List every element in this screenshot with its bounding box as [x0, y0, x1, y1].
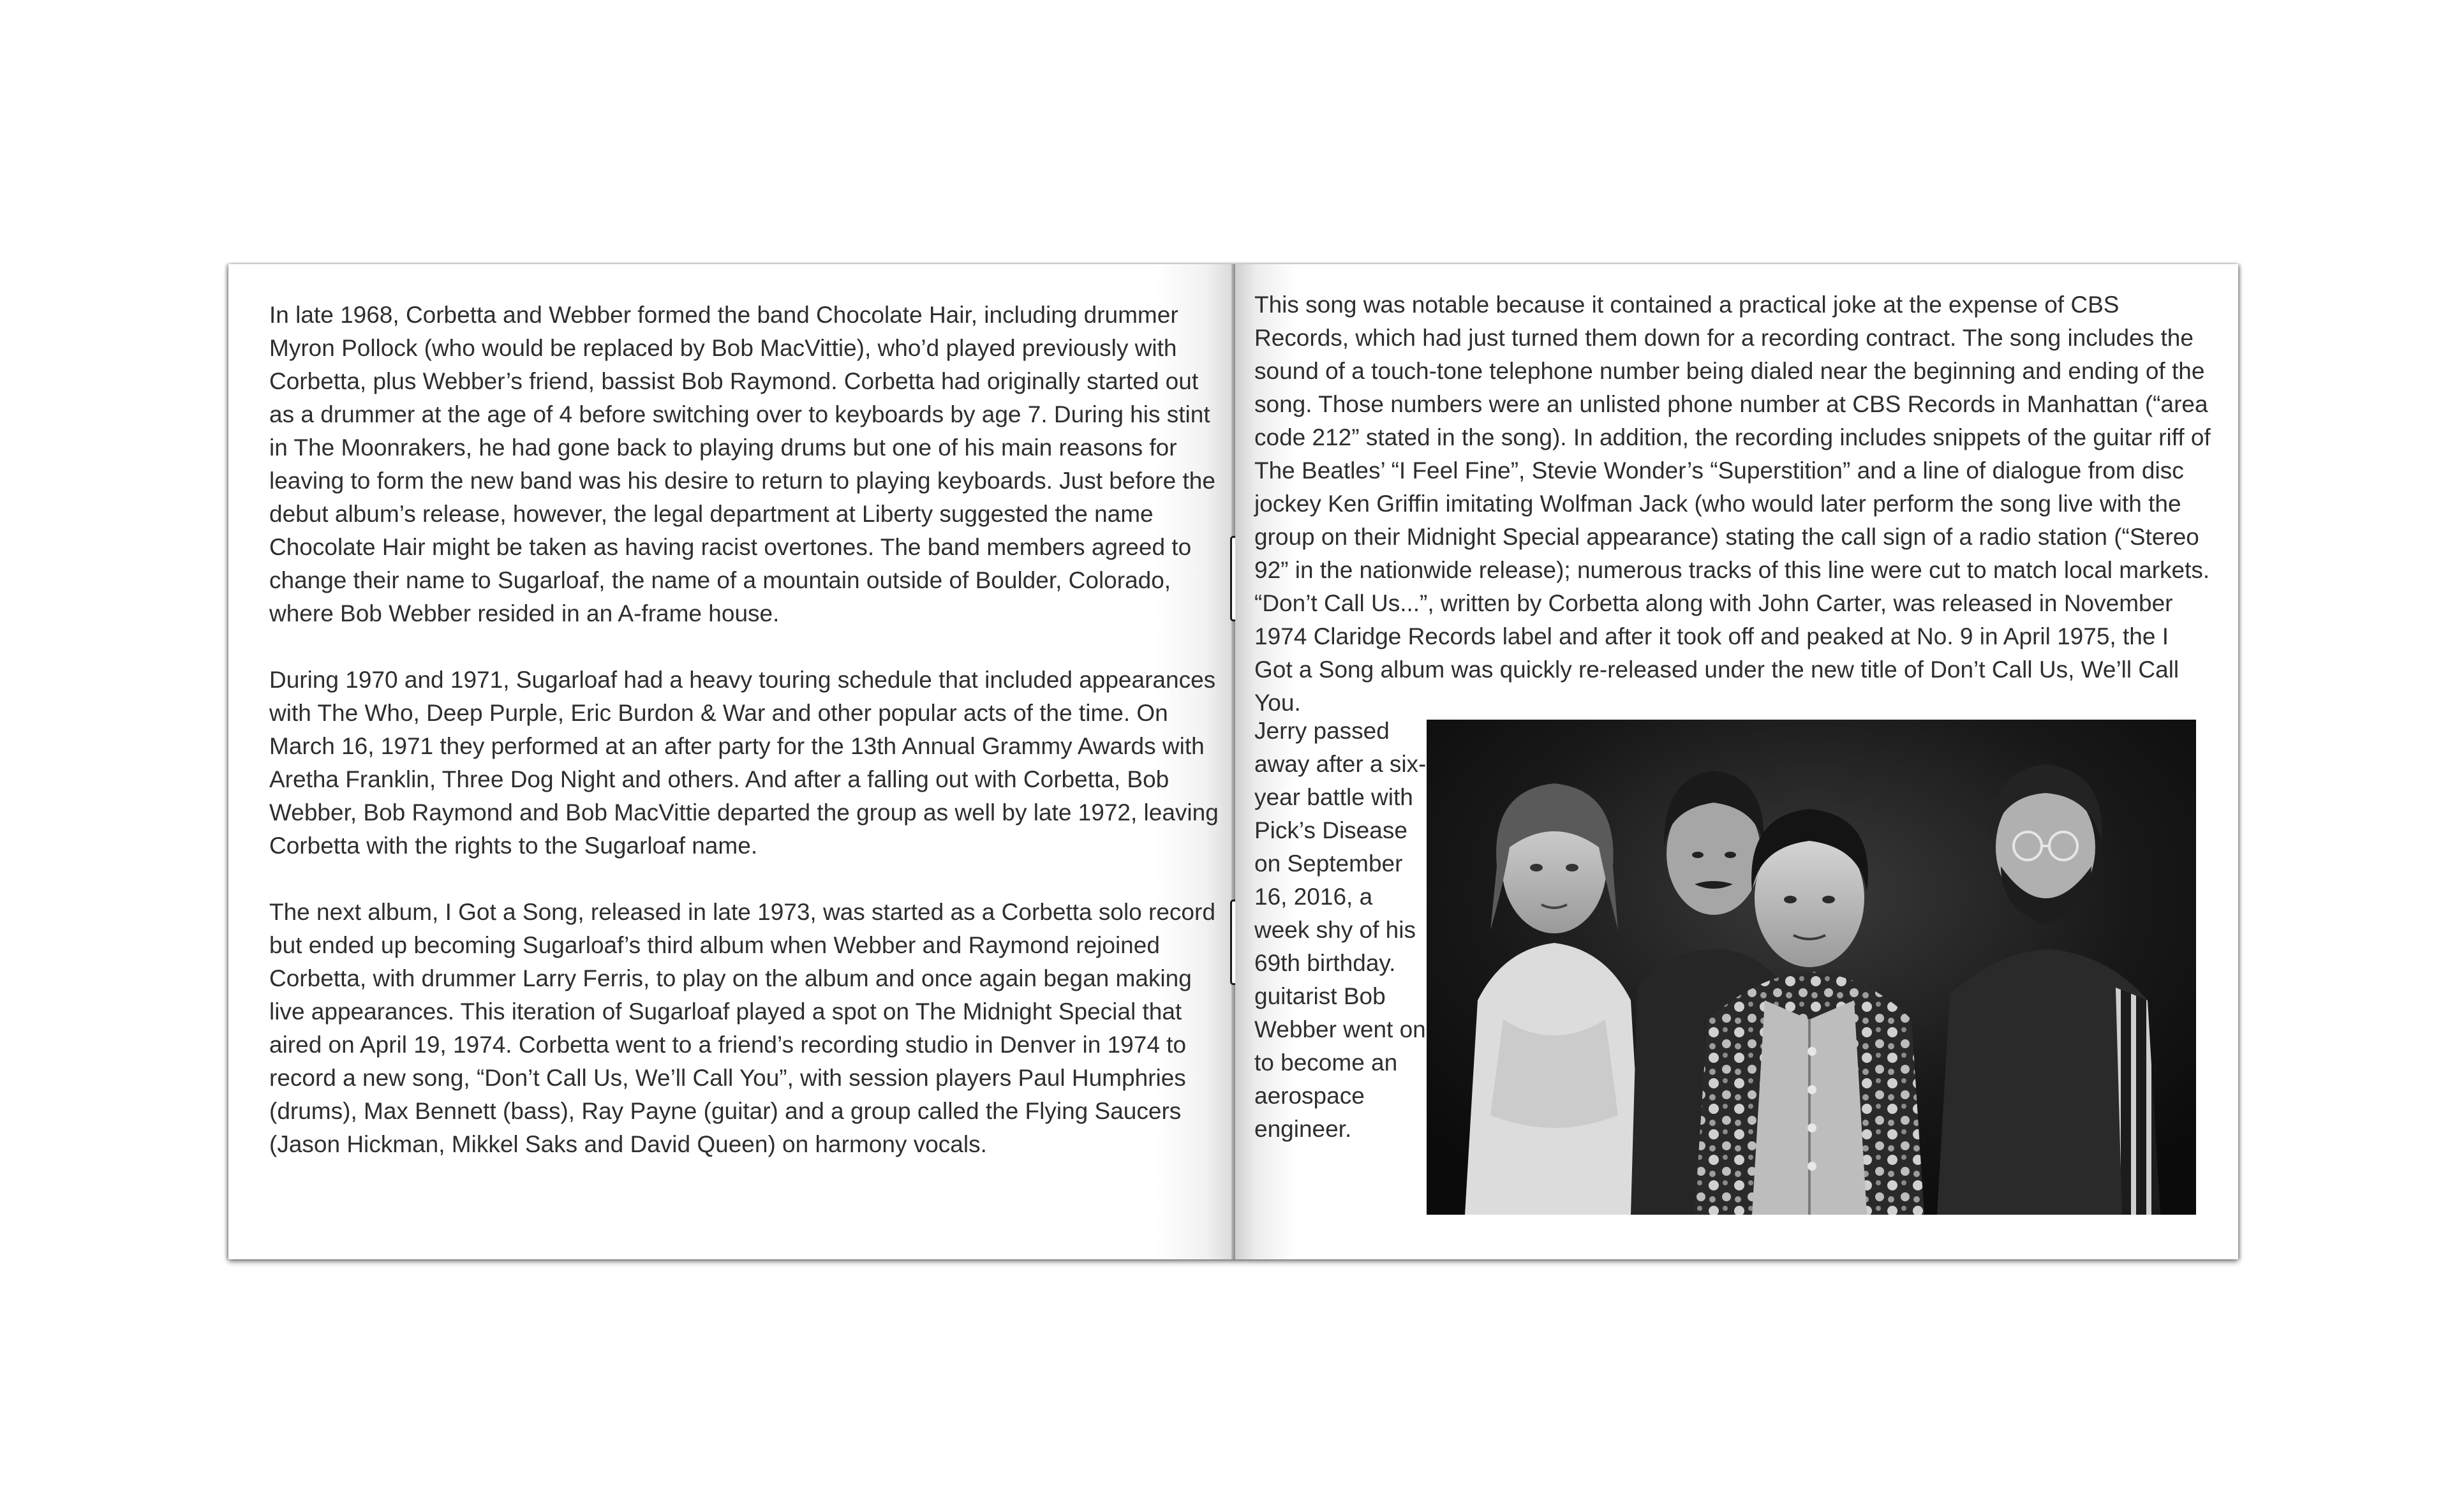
right-page [1235, 264, 2238, 1259]
paragraph-i-got-a-song: The next album, I Got a Song, released in late 1973, was started as a Corbetta solo record but ended up becoming Sugarloaf’s third album when Webber and Raymond rejoined Corbetta, with drummer Larry Ferris, to play on the album and once again began making live appearances. This iteration of Sugarloaf played a spot on The Midnight Special that aired on April 19, 1974. Corbetta went to a friend’s recording studio in Denver in 1974 to record a new song, “Don’t Call Us, We’ll Call You”, with session players Paul Humphries (drums), Max Bennett (bass), Ray Payne (guitar) and a group called the Flying Saucers (Jason Hickman, Mikkel Saks and David Queen) on harmony vocals. [269, 899, 1215, 1157]
photo-caption: Jerry passed away after a six-year battle with Pick’s Disease on September 16, 2016, a week shy of his 69th birthday. guitarist Bob Webber went on to become an aerospace engineer. [1254, 718, 1427, 1142]
band-photo-icon [1427, 720, 2196, 1215]
paragraph-chocolate-hair: In late 1968, Corbetta and Webber formed the band Chocolate Hair, including drummer Myron Pollock (who would be replaced by Bob MacVittie), who’d played previously with Corbetta, plus Webber’s friend, bassist Bob Raymond. Corbetta had originally started out as a drummer at the age of 4 before switching over to keyboards by age 7. During his stint in The Moonrakers, he had gone back to playing drums but one of his main reasons for leaving to form the new band was his desire to return to playing keyboards. Just before the debut album’s release, however, the legal department at Liberty suggested the name Chocolate Hair might be taken as having racist overtones. The band members agreed to change their name to Sugarloaf, the name of a mountain outside of Boulder, Colorado, where Bob Webber resided in an A-frame house. [269, 302, 1215, 626]
left-page [228, 264, 1235, 1259]
booklet-spread [228, 264, 2238, 1259]
paragraph-touring: During 1970 and 1971, Sugarloaf had a heavy touring schedule that included appearances with The Who, Deep Purple, Eric Burdon & War and other popular acts of the time. On March 16, 1971 they performed at an after party for the 13th Annual Grammy Awards with Aretha Franklin, Three Dog Night and others. And after a falling out with Corbetta, Bob Webber, Bob Raymond and Bob MacVittie departed the group as well by late 1972, leaving Corbetta with the rights to the Sugarloaf name. [269, 667, 1219, 859]
left-page-text [269, 299, 1226, 1194]
paragraph-practical-joke: This song was notable because it contained a practical joke at the expense of CBS Records, which had just turned them down for a recording contract. The song includes the sound of a touch-tone telephone number being dialed near the beginning and ending of the song. Those numbers were an unlisted phone number at CBS Records in Manhattan (“area code 212” stated in the song). In addition, the recording includes snippets of the guitar riff of The Beatles’ “I Feel Fine”, Stevie Wonder’s “Superstition” and a line of dialogue from disc jockey Ken Griffin imitating Wolfman Jack (who would later perform the song live with the group on their Midnight Special appearance) stating the call sign of a radio station (“Stereo 92” in the nationwide release); numerous tracks of this line were cut to match local markets. “Don’t Call Us...”, written by Corbetta along with John Carter, was released in November 1974 Claridge Records label and after it took off and peaked at No. 9 in April 1975, the I Got a Song album was quickly re-released under the new title of Don’t Call Us, We’ll Call You. [1254, 292, 2211, 716]
band-photo [1427, 720, 2196, 1215]
